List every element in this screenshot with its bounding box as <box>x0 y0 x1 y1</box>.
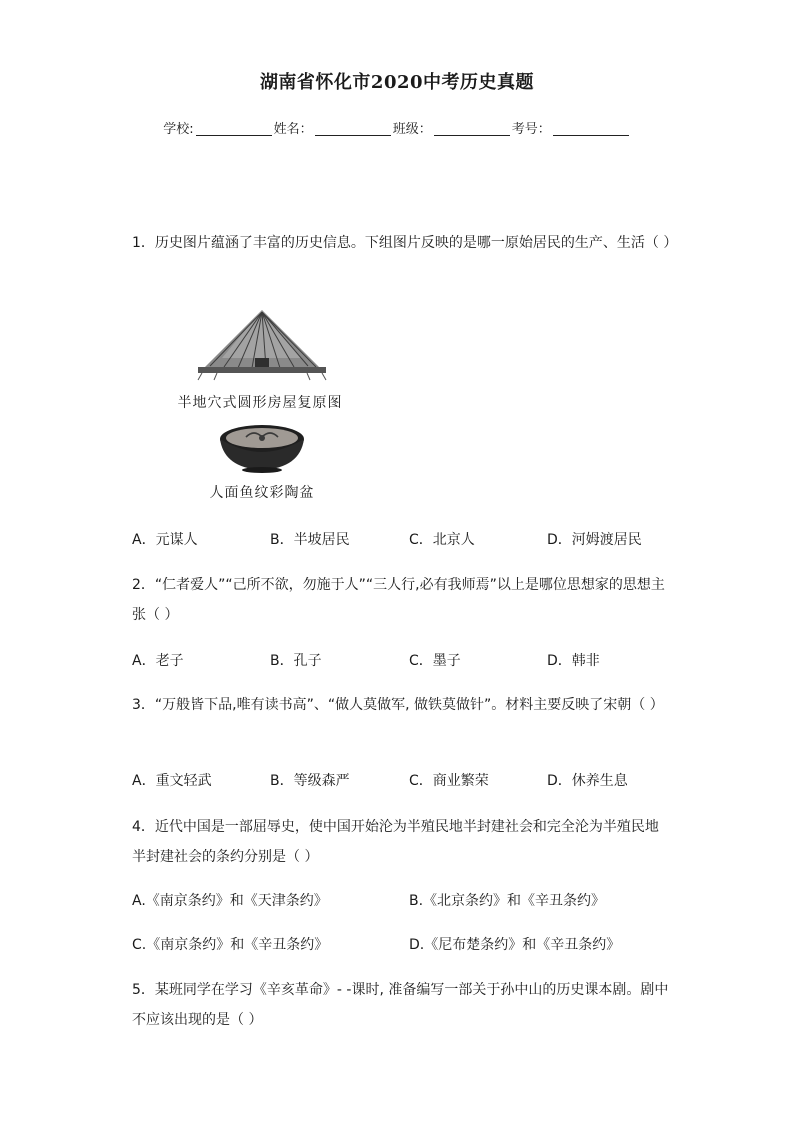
class-blank[interactable] <box>434 121 510 136</box>
school-label: 学校: <box>163 122 194 137</box>
q4-option-c[interactable]: C.《南京条约》和《辛丑条约》 <box>132 937 329 953</box>
exam-title: 湖南省怀化市2020中考历史真题 <box>259 72 535 93</box>
name-label: 姓名： <box>273 122 313 137</box>
hut-image <box>162 306 362 386</box>
q2-option-c[interactable]: C．墨子 <box>409 653 461 669</box>
q2-option-a[interactable]: A．老子 <box>132 653 184 669</box>
hut-caption: 半地穴式圆形房屋复原图 <box>177 395 343 411</box>
q1-option-d[interactable]: D．河姆渡居民 <box>547 532 642 548</box>
pottery-basin-image <box>162 420 362 478</box>
q2-option-d[interactable]: D．韩非 <box>547 653 600 669</box>
question-1-text: 1．历史图片蕴涵了丰富的历史信息。下组图片反映的是哪一原始居民的生产、生活（ ） <box>132 235 678 251</box>
q3-option-c[interactable]: C．商业繁荣 <box>409 773 489 789</box>
question-2-text: 2．“仁者爱人”“己所不欲，勿施于人”“三人行,必有我师焉”以上是哪位思想家的思想主张（ ） <box>132 577 665 623</box>
question-4-options-row-1 <box>132 890 692 912</box>
question-3-text: 3．“万般皆下品,唯有读书高”、“做人莫做军, 做铁莫做针”。材料主要反映了宋朝（ ） <box>132 697 664 713</box>
q2-option-b[interactable]: B．孔子 <box>270 653 322 669</box>
q3-option-b[interactable]: B．等级森严 <box>270 773 350 789</box>
question-2-options <box>132 650 692 672</box>
name-blank[interactable] <box>315 121 391 136</box>
q1-option-a[interactable]: A．元谋人 <box>132 532 198 548</box>
school-blank[interactable] <box>196 121 272 136</box>
question-5-text: 5．某班同学在学习《辛亥革命》- -课时, 准备编写一部关于孙中山的历史课本剧。剧中不应该出现的是（ ） <box>132 982 669 1028</box>
q3-option-a[interactable]: A．重文轻武 <box>132 773 212 789</box>
class-label: 班级： <box>392 122 432 137</box>
q3-option-d[interactable]: D．休养生息 <box>547 773 628 789</box>
q1-option-c[interactable]: C．北京人 <box>409 532 475 548</box>
number-label: 考号： <box>511 122 551 137</box>
q1-option-b[interactable]: B．半坡居民 <box>270 532 350 548</box>
question-1-options <box>132 529 692 551</box>
q4-option-a[interactable]: A.《南京条约》和《天津条约》 <box>132 893 328 909</box>
question-4-text: 4．近代中国是一部屈辱史，使中国开始沦为半殖民地半封建社会和完全沦为半殖民地半封建社会的条约分别是（ ） <box>132 819 659 865</box>
q4-option-b[interactable]: B.《北京条约》和《辛丑条约》 <box>409 893 606 909</box>
question-4-options-row-2 <box>132 934 692 956</box>
number-blank[interactable] <box>553 121 629 136</box>
student-info-line <box>0 118 794 137</box>
question-3-options <box>132 770 692 792</box>
q4-option-d[interactable]: D.《尼布楚条约》和《辛丑条约》 <box>409 937 621 953</box>
pottery-caption: 人面鱼纹彩陶盆 <box>209 485 315 501</box>
